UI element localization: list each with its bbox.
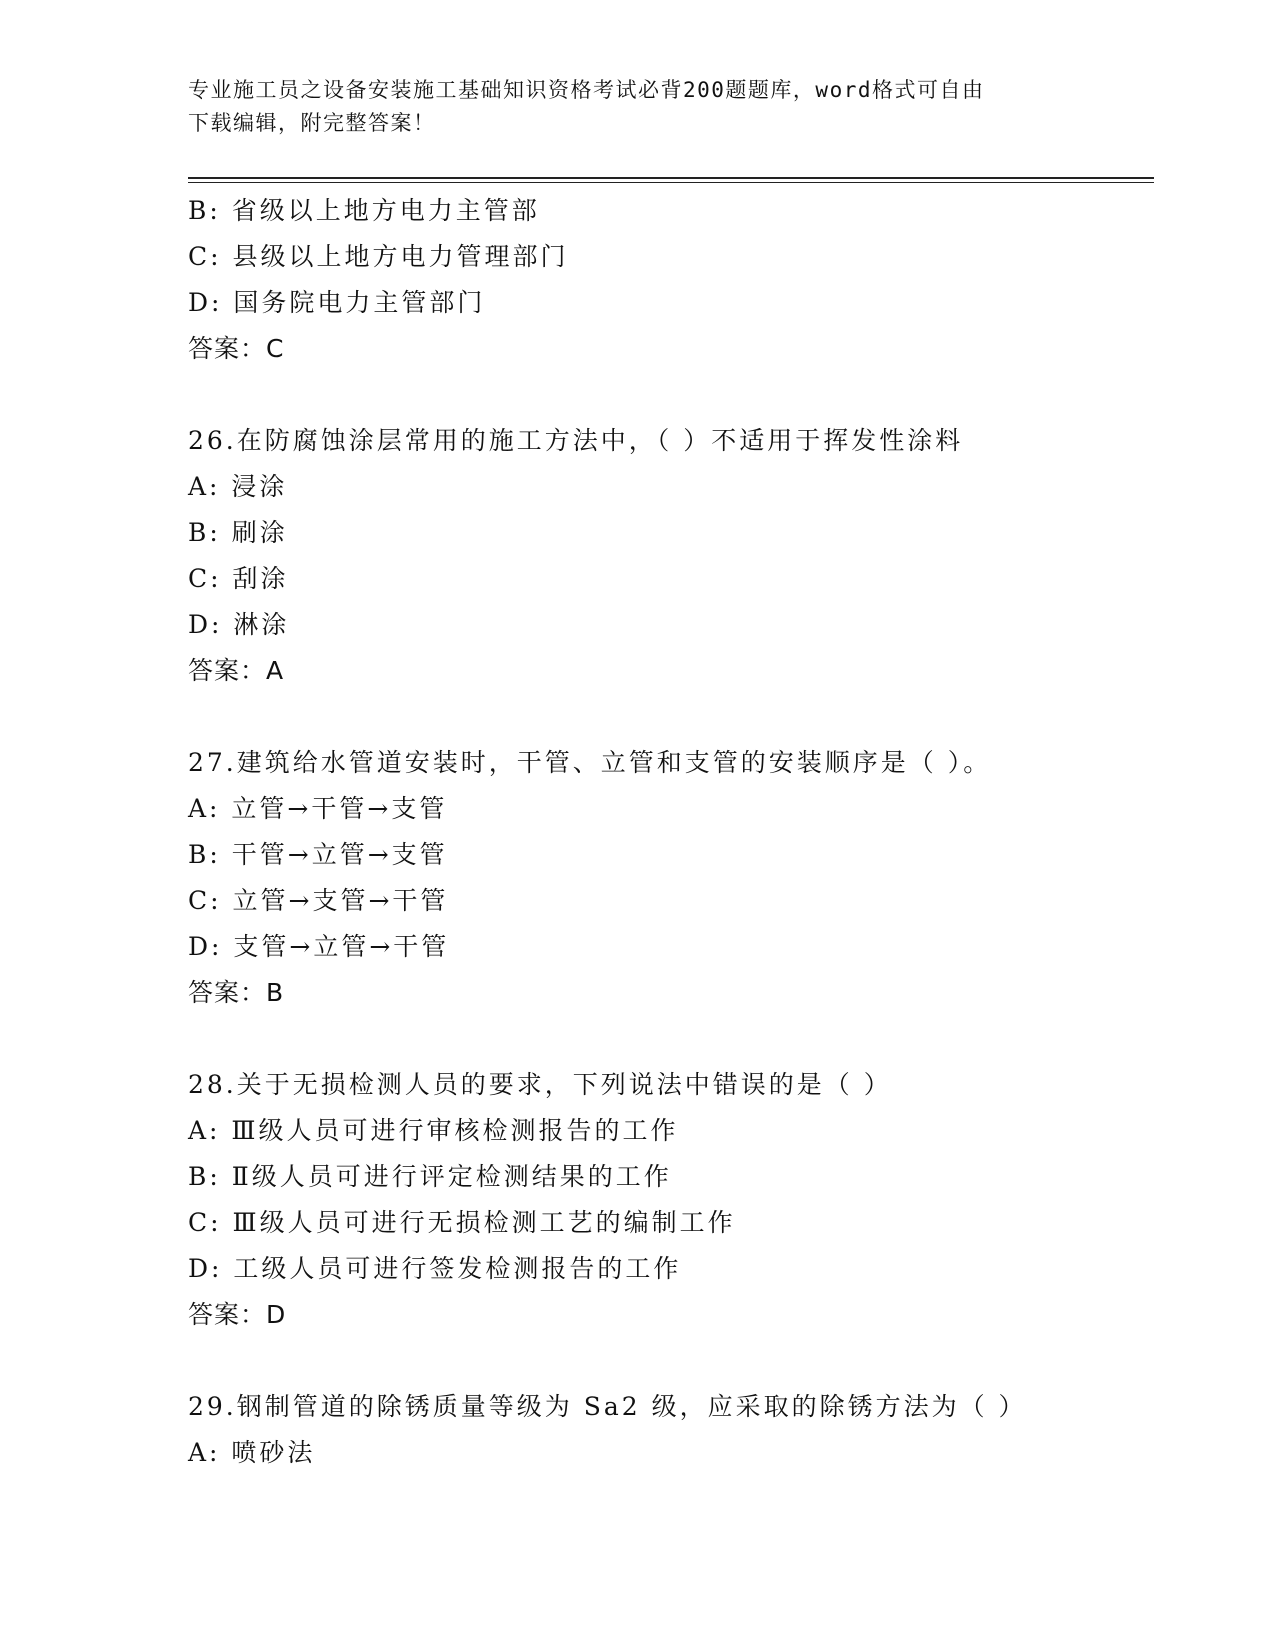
question-text: 27.建筑给水管道安装时，干管、立管和支管的安装顺序是（ ）。	[188, 748, 992, 777]
question-26	[188, 418, 1154, 694]
option-c: C: 立管→支管→干管	[188, 886, 449, 915]
question-list	[188, 188, 1154, 1476]
question-text: 28.关于无损检测人员的要求，下列说法中错误的是（ ）	[188, 1070, 892, 1099]
option-d: D: 淋涂	[188, 610, 290, 639]
option-d: D: 工级人员可进行签发检测报告的工作	[188, 1254, 682, 1283]
question-text: 26.在防腐蚀涂层常用的施工方法中，（ ）不适用于挥发性涂料	[188, 426, 964, 455]
header-line-1: 专业施工员之设备安装施工基础知识资格考试必背200题题库，word格式可自由	[188, 78, 985, 102]
option-b: B: Ⅱ级人员可进行评定检测结果的工作	[188, 1162, 672, 1191]
answer-line: 答案：B	[188, 978, 285, 1007]
option-c: C: 县级以上地方电力管理部门	[188, 242, 569, 271]
option-a: A: 浸涂	[188, 472, 288, 501]
header-divider-thick	[188, 177, 1154, 179]
question-27	[188, 740, 1154, 1016]
option-c: C: 刮涂	[188, 564, 289, 593]
option-b: B: 干管→立管→支管	[188, 840, 448, 869]
option-a: A: 喷砂法	[188, 1438, 316, 1467]
answer-line: 答案：C	[188, 334, 285, 363]
header-divider-thin	[188, 182, 1154, 183]
header-line-2: 下载编辑，附完整答案！	[188, 111, 436, 135]
option-c: C: Ⅲ级人员可进行无损检测工艺的编制工作	[188, 1208, 736, 1237]
question-text: 29.钢制管道的除锈质量等级为 Sa2 级，应采取的除锈方法为（ ）	[188, 1392, 1027, 1421]
option-b: B: 省级以上地方电力主管部	[188, 196, 540, 225]
question-25	[188, 188, 1154, 372]
document-header	[188, 74, 1068, 140]
option-d: D: 支管→立管→干管	[188, 932, 450, 961]
option-a: A: Ⅲ级人员可进行审核检测报告的工作	[188, 1116, 679, 1145]
option-d: D: 国务院电力主管部门	[188, 288, 486, 317]
question-28	[188, 1062, 1154, 1338]
option-b: B: 刷涂	[188, 518, 288, 547]
answer-line: 答案：A	[188, 656, 285, 685]
question-29	[188, 1384, 1154, 1476]
answer-line: 答案：D	[188, 1300, 287, 1329]
option-a: A: 立管→干管→支管	[188, 794, 448, 823]
